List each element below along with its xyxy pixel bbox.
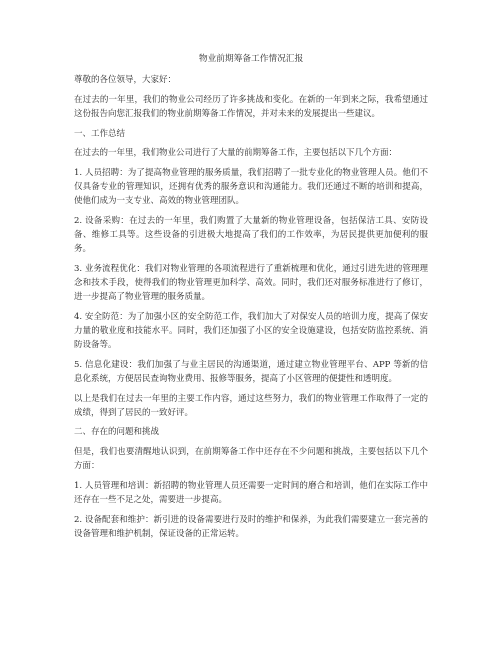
problem-item-staff: 1. 人员管理和培训：新招聘的物业管理人员还需要一定时间的磨合和培训，他们在实际工作中还存在一些不足之处，需要进一步提高。 [74, 480, 428, 505]
list-item-process: 3. 业务流程优化：我们对物业管理的各项流程进行了重新梳理和优化，通过引进先进的管理理念和技术手段，使得我们的物业管理更加科学、高效。同时，我们还对服务标准进行了修订，进一步提高了物业管理的服务质量。 [74, 263, 428, 303]
summary-conclusion: 以上是我们在过去一年里的主要工作内容，通过这些努力，我们的物业管理工作取得了一定的成绩，得到了居民的一致好评。 [74, 393, 428, 418]
document-title: 物业前期筹备工作情况汇报 [198, 54, 304, 64]
intro-paragraph: 在过去的一年里，我们的物业公司经历了许多挑战和变化。在新的一年到来之际，我希望通过这份报告向您汇报我们的物业前期筹备工作情况，并对未来的发展提出一些建议。 [74, 94, 428, 119]
document-page [74, 52, 428, 546]
section-heading-summary: 一、工作总结 [74, 128, 126, 139]
summary-intro: 在过去的一年里，我们物业公司进行了大量的前期筹备工作，主要包括以下几个方面： [74, 148, 398, 159]
problem-item-equipment: 2. 设备配套和维护：新引进的设备需要进行及时的维护和保养，为此我们需要建立一套完善的设备管理和维护机制，保证设备的正常运转。 [74, 514, 428, 539]
greeting: 尊敬的各位领导，大家好： [74, 75, 177, 86]
list-item-it: 5. 信息化建设：我们加强了与业主居民的沟通渠道，通过建立物业管理平台、APP 等新的信息化系统，方便居民查询物业费用、报修等服务，提高了小区管理的便捷性和透明度。 [74, 359, 428, 384]
problems-intro: 但是，我们也要清醒地认识到，在前期筹备工作中还存在不少问题和挑战，主要包括以下几个方面： [74, 446, 428, 472]
list-item-equipment: 2. 设备采购：在过去的一年里，我们购置了大量新的物业管理设备，包括保洁工具、安防设备、维修工具等。这些设备的引进极大地提高了我们的工作效率，为居民提供更加便利的服务。 [74, 215, 428, 255]
section-heading-problems: 二、存在的问题和挑战 [74, 427, 160, 438]
list-item-security: 4. 安全防范：为了加强小区的安全防范工作，我们加大了对保安人员的培训力度，提高了保安力量的敬业度和技能水平。同时，我们还加强了小区的安全设施建设，包括安防监控系统、消防设备等。 [74, 311, 428, 351]
list-item-recruitment: 1. 人员招聘：为了提高物业管理的服务质量，我们招聘了一批专业化的物业管理人员。他们不仅具备专业的管理知识，还拥有优秀的服务意识和沟通能力。我们还通过不断的培训和提高，使他们成为一支专业、高效的物业管理团队。 [74, 167, 428, 207]
